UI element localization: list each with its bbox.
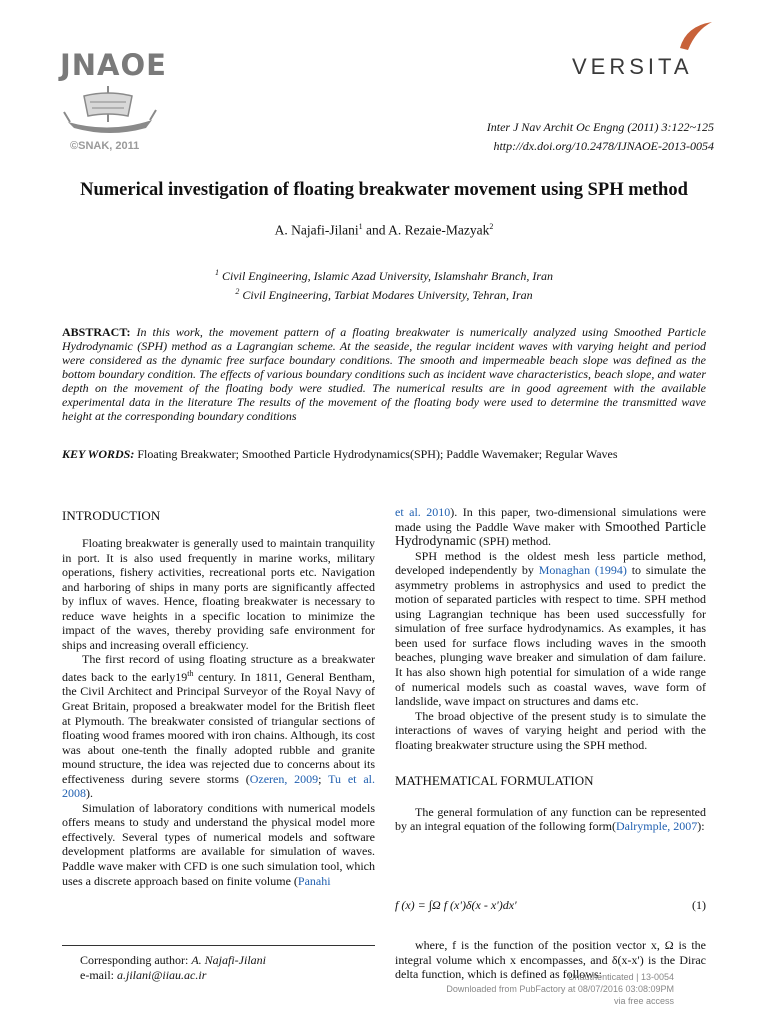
footnote [80,953,266,983]
sph-paragraph [395,549,706,709]
intro-p2-text-b: century. In 1811, General Bentham, the Civil Architect and Principal Surveyor of the Royal Navy of Great Britain, proposed a breakwater model for the British fleet at Plymouth. The breakwater consisted of triangular sections of floating wood frames moored with iron chains. Although, its cost was about one-tenth the finally adopted rubble and granite mound structure, the idea was rejected due to concerns about its effectiveness during severe storms ( [62,669,375,786]
intro-p2-sep: ; [318,771,329,786]
affiliation-1 [0,265,768,284]
intro-p3-text: Simulation of laboratory conditions with numerical models offers means to study and understand the physical model more effectively. Several types of numerical models and software development platforms are available for simulation of waves. Paddle wave maker with CFD is one such simulation tool, which uses a discrete approach based on finite volume ( [62,800,375,888]
affiliation-1-sup: 1 [214,268,219,277]
versita-swoosh-icon [676,18,716,54]
right-cont-text-b: (SPH) method. [475,534,551,549]
right-column [395,505,706,834]
math-paragraph [395,805,706,834]
ref-tu[interactable]: Tu et al. 2008 [62,771,376,801]
author-2-sup: 2 [489,222,494,231]
intro-heading: INTRODUCTION [62,508,161,523]
author-and: and [362,222,389,238]
author-list [0,222,768,239]
author-1-sup: 1 [358,222,363,231]
right-cont-big: Smoothed Particle Hydrodynamic [395,518,706,549]
abstract-label: ABSTRACT: [62,325,131,339]
author-2: A. Rezaie-Mazyak [388,222,490,238]
author-1: A. Najafi-Jilani [274,222,359,238]
publisher-logo: VERSITA [572,54,693,79]
equation-1-number: (1) [692,898,706,912]
ref-monaghan[interactable]: Monaghan (1994) [538,563,627,578]
footnote-label-2: e-mail: [80,968,117,982]
ref-panahi[interactable]: Panahi [297,873,331,888]
left-column [62,536,375,888]
paper-title: Numerical investigation of floating breakwater movement using SPH method [80,180,688,200]
keywords-text: Floating Breakwater; Smoothed Particle Hydrodynamics(SPH); Paddle Wavemaker; Regular Waves [134,447,618,461]
watermark-line-2: Downloaded from PubFactory at 08/07/2016 03:08:09PM [446,984,674,994]
citation-doi: http://dx.doi.org/10.2478/IJNAOE-2013-0054 [493,139,714,153]
affiliation-2 [0,284,768,303]
right-paragraph-continued [395,505,706,549]
abstract [62,325,706,423]
math-text-b: ): [697,819,705,834]
footnote-name: A. Najafi-Jilani [191,953,266,967]
citation-block [487,118,714,156]
watermark-line-1: Unauthenticated | 13-0054 [568,972,674,982]
affiliation-2-text: Civil Engineering, Tarbiat Modares University, Tehran, Iran [242,288,533,302]
citation-journal: Inter J Nav Archit Oc Engng (2011) 3:122~125 [486,120,714,134]
ref-panahi-cont[interactable]: et al. 2010 [395,505,451,519]
affiliations [0,265,768,303]
footnote-email[interactable]: a.jilani@iiau.ac.ir [116,968,207,982]
jnaoe-logo [60,48,170,158]
intro-p2-text-a: The first record of using floating structure as a breakwater dates back to the early19 [62,652,375,684]
equation-1-body: f (x) = ∫Ω f (x')δ(x - x')dx' [395,898,517,912]
math-heading: MATHEMATICAL FORMULATION [395,773,594,789]
jnaoe-logo-text: JNAOE [60,48,167,82]
sph-text-a: SPH method is the oldest mesh less particle method, developed independently by [395,548,706,578]
equation-1 [395,898,706,913]
intro-paragraph-1: Floating breakwater is generally used to maintain tranquility in port. It is also used frequently in marine works, military operations, fishery activities, recreational ports etc. Navigation and harboring of ships in many ports are significantly affected by influx of waves. Hence, floating breakwater is necessary to reduce wave heights in a specific location to minimize the impact of the waves, thereby providing safe environment for ships and increasing overall efficiency. [62,536,375,652]
math-text-a: The general formulation of any function can be represented by an integral equation of the following form( [395,804,706,834]
intro-p2-sup: th [187,668,194,678]
ship-emblem-icon [60,82,160,137]
keywords-label: KEY WORDS: [62,447,135,461]
watermark-line-3: via free access [613,996,674,1006]
affiliation-2-sup: 2 [235,287,240,296]
after-equation-text: where, f is the function of the position vector x, Ω is the integral volume which x encompasses, and δ(x-x') is the Dirac delta function, which is defined as follows: [395,938,706,982]
corresponding-author [80,953,266,968]
abstract-text: In this work, the movement pattern of a floating breakwater is numerically analyzed using Smoothed Particle Hydrodynamic (SPH) method as a Lagrangian scheme. At the seaside, the regular incident waves with varying height and period were considered as the dynamic free surface boundary conditions. The smooth and impermeable beach slope was defined as the bottom boundary condition. The effects of various boundary conditions such as incident wave characteristics, beach slope, and water depth on the movement of the floating body were studied. The numerical results are in good agreement with the available experimental data in the literature The results of the movement of the floating body were used to determine the transmitted wave height at the corresponding boundary conditions [62,325,706,423]
keywords [62,447,722,462]
objective-paragraph: The broad objective of the present study is to simulate the interactions of waves of varying height and period with the floating breakwater structure using the SPH method. [395,708,706,752]
download-watermark [414,971,674,1007]
ref-ozeren[interactable]: Ozeren, 2009 [249,771,319,786]
footnote-label-1: Corresponding author: [80,953,192,967]
sph-text-b: to simulate the asymmetry problems in astrophysics and used to predict the motion of separated particles with respect to time. SPH method using Lagrangian technique has been used successfully for simulation of free surface hydrodynamics. As examples, it has been used for surface flows including waves in the smooth beaches, plunging wave breaker and simulation of dam failure. It has also shown high potential for simulation of a wide range of numerical models such as coastal waves, wave form of landslide, wave impact on structures and dams etc. [395,563,706,709]
corresponding-email [80,968,266,983]
footnote-divider [62,945,375,946]
intro-paragraph-2 [62,652,375,800]
right-cont-text-a: ). In this paper, two-dimensional simulations were made using the Paddle Wave maker with [395,505,706,534]
intro-p2-end: ). [86,786,93,801]
ref-dalrymple[interactable]: Dalrymple, 2007 [615,819,698,834]
affiliation-1-text: Civil Engineering, Islamic Azad University, Islamshahr Branch, Iran [221,269,554,283]
intro-paragraph-3 [62,801,375,888]
copyright-text: ©SNAK, 2011 [70,140,140,152]
